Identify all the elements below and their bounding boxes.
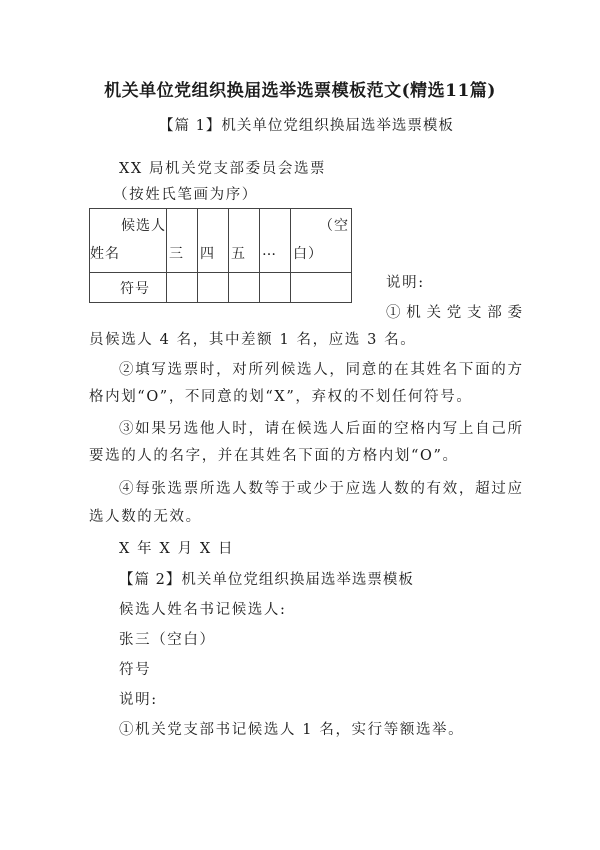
note-3-line2: 要选的人的名字，并在其姓名下面的方格内划“O”。 — [89, 448, 459, 464]
order-note: （按姓氏笔画为序） — [113, 187, 258, 203]
candidate-name: … — [262, 243, 277, 259]
mark-label: 符号 — [120, 281, 150, 297]
note-4-line2: 选人数的无效。 — [89, 509, 202, 525]
note-2-line2: 格内划“O”，不同意的划“X”，弃权的不划任何符号。 — [89, 389, 473, 405]
mark-box[interactable] — [229, 273, 260, 303]
ballot-table — [89, 208, 352, 303]
note-3-line1: ③如果另选他人时，请在候选人后面的空格内写上自己所 — [119, 421, 522, 437]
candidate-label: 候选人 — [121, 218, 166, 234]
candidate-cell — [229, 209, 260, 273]
note-1-start: ①机关党支部委 — [386, 305, 522, 321]
candidate-name: 五 — [231, 246, 246, 262]
mark-label-cell — [90, 273, 167, 303]
mark-box[interactable] — [167, 273, 198, 303]
candidate-name: 三 — [169, 246, 184, 262]
note-1-continued: 员候选人 4 名，其中差额 1 名，应选 3 名。 — [89, 332, 417, 348]
part2-line5: ①机关党支部书记候选人 1 名，实行等额选举。 — [119, 722, 465, 738]
part2-line4: 说明: — [119, 692, 158, 708]
candidate-cell — [167, 209, 198, 273]
part2-line2: 张三（空白） — [119, 632, 216, 648]
candidate-cell — [260, 209, 291, 273]
part2-heading: 【篇 2】机关单位党组织换届选举选票模板 — [119, 572, 414, 588]
note-2-line1: ②填写选票时，对所列候选人，同意的在其姓名下面的方 — [119, 362, 522, 378]
ballot-mark-row — [90, 273, 352, 303]
ballot-title: XX 局机关党支部委员会选票 — [119, 161, 327, 177]
blank-candidate-cell — [291, 209, 352, 273]
candidate-cell — [198, 209, 229, 273]
part1-heading: 【篇 1】机关单位党组织换届选举选票模板 — [159, 118, 454, 134]
candidate-name: 四 — [200, 246, 215, 262]
note-4-line1: ④每张选票所选人数等于或少于应选人数的有效，超过应 — [119, 481, 522, 497]
mark-box[interactable] — [198, 273, 229, 303]
mark-box[interactable] — [291, 273, 352, 303]
blank-label-bottom: 白） — [293, 246, 323, 262]
mark-box[interactable] — [260, 273, 291, 303]
ballot-header-row — [90, 209, 352, 273]
name-label: 姓名 — [90, 246, 120, 262]
notes-label: 说明: — [386, 275, 425, 291]
part2-line1: 候选人姓名书记候选人: — [119, 602, 287, 618]
document-title: 机关单位党组织换届选举选票模板范文(精选11篇) — [104, 81, 496, 101]
candidate-name-header — [90, 209, 167, 273]
blank-label-top: （空 — [319, 218, 349, 234]
part2-line3: 符号 — [119, 662, 152, 678]
ballot-date: X 年 X 月 X 日 — [119, 541, 235, 557]
